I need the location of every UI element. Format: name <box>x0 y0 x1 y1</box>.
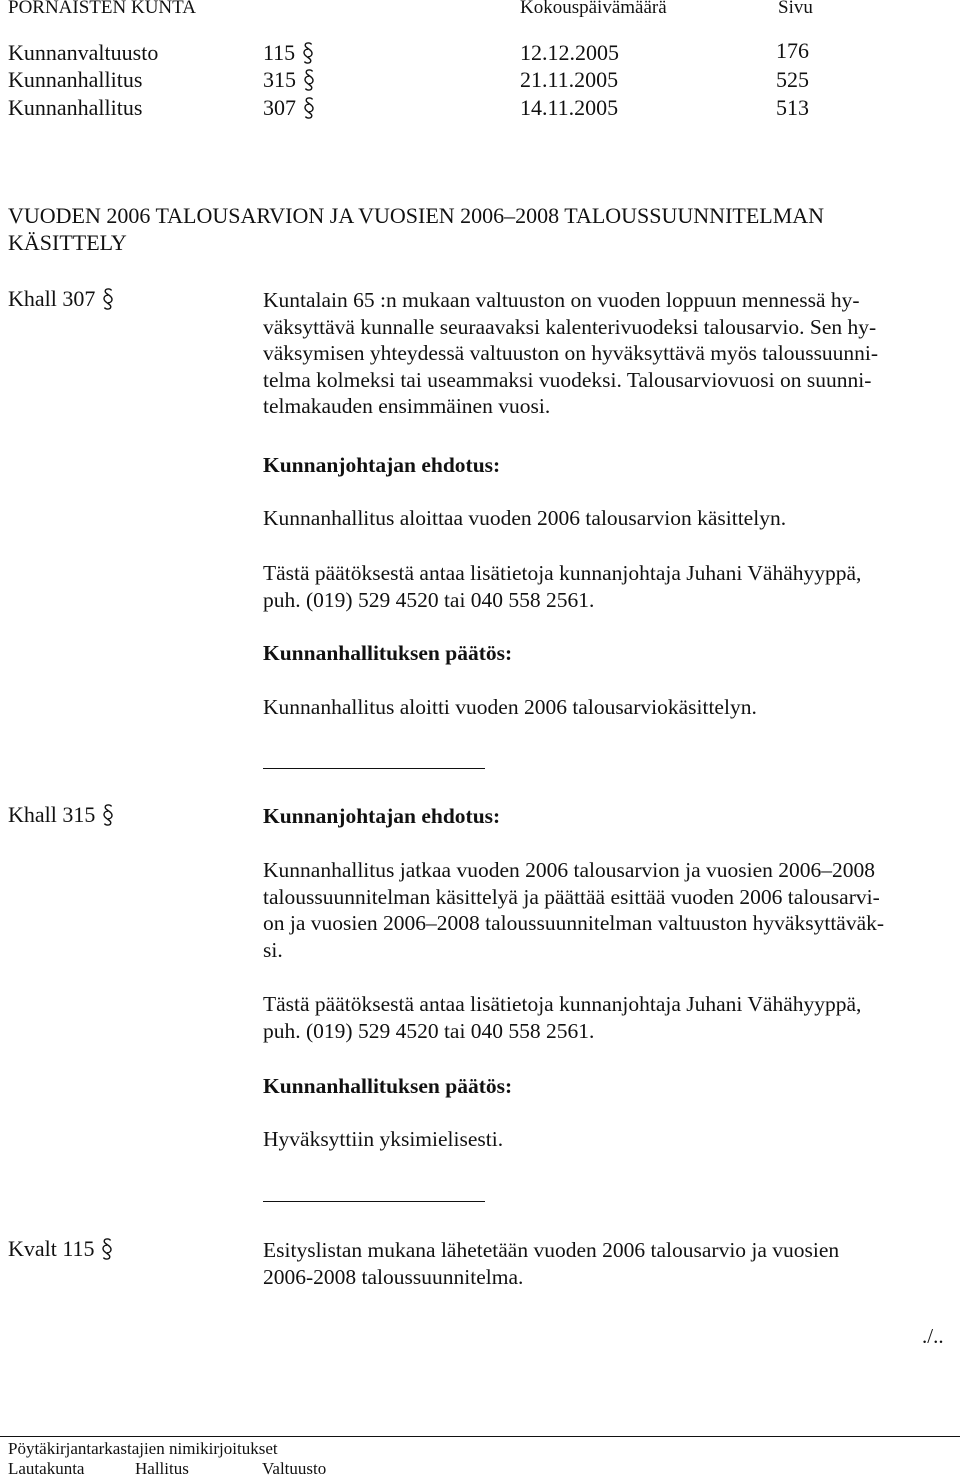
section-sign-icon <box>101 287 115 311</box>
section-divider <box>263 768 485 769</box>
paragraph-line: telmakauden ensimmäinen vuosi. <box>263 394 551 418</box>
paragraph-line: Kuntalain 65 :n mukaan valtuuston on vuoden loppuun mennessä hy- <box>263 288 860 312</box>
section-divider <box>263 1201 485 1202</box>
paragraph-line: si. <box>263 937 283 962</box>
paragraph-line: taloussuunnitelman käsittelyä ja päättää esittää vuoden 2006 talousarvi- <box>263 884 880 909</box>
document-title-line-1: VUODEN 2006 TALOUSARVION JA VUOSIEN 2006–2008 TALOUSSUUNNITELMAN <box>8 203 825 228</box>
footer-rule <box>0 1436 960 1437</box>
page-column-heading: Sivu <box>778 0 813 18</box>
meeting-body: Kunnanvaltuusto <box>8 40 159 65</box>
organization-name: PORNAISTEN KUNTA <box>8 0 196 18</box>
proposal-text: Kunnanhallitus aloittaa vuoden 2006 talousarvion käsittelyn. <box>263 506 787 530</box>
decision-heading: Kunnanhallituksen päätös: <box>263 1074 513 1098</box>
section-sign-icon <box>301 41 315 65</box>
footer-signature-hallitus: Hallitus <box>135 1459 189 1478</box>
paragraph-line: väksymisen yhteydessä valtuuston on hyväksyttävä myös taloussuunni- <box>263 341 879 365</box>
paragraph-line: telma kolmeksi tai useammaksi vuodeksi. Talousarviovuosi on suunni- <box>263 367 872 392</box>
paragraph-line: väksyttävä kunnalle seuraavaksi kalenterivuodeksi talousarvio. Sen hy- <box>263 314 877 339</box>
paragraph-line: on ja vuosien 2006–2008 taloussuunnitelman valtuuston hyväksyttäväk- <box>263 911 885 935</box>
paragraph-line: Tästä päätöksestä antaa lisätietoja kunnanjohtaja Juhani Vähähyyppä, <box>263 561 862 585</box>
section-label-khall-307: Khall 307 <box>8 286 115 312</box>
section-sign-icon <box>100 1237 114 1261</box>
section-115-text <box>263 1237 953 1290</box>
proposal-heading: Kunnanjohtajan ehdotus: <box>263 453 501 477</box>
paragraph-line: 2006-2008 taloussuunnitelma. <box>263 1264 524 1289</box>
meeting-number: 115 <box>263 40 315 66</box>
paragraph-line: Tästä päätöksestä antaa lisätietoja kunnanjohtaja Juhani Vähähyyppä, <box>263 992 862 1016</box>
decision-text: Hyväksyttiin yksimielisesti. <box>263 1127 504 1151</box>
section-sign-icon <box>302 68 316 92</box>
section-315-proposal <box>263 857 953 963</box>
decision-heading: Kunnanhallituksen päätös: <box>263 641 513 665</box>
paragraph-line: Kunnanhallitus jatkaa vuoden 2006 talousarvion ja vuosien 2006–2008 <box>263 858 876 882</box>
meeting-number: 307 <box>263 95 316 121</box>
section-label-khall-315: Khall 315 <box>8 802 115 828</box>
meeting-date: 14.11.2005 <box>520 95 619 120</box>
meeting-date: 12.12.2005 <box>520 40 619 65</box>
meeting-page: 525 <box>776 67 809 92</box>
contact-info <box>263 991 953 1044</box>
section-sign-icon <box>302 96 316 120</box>
meeting-body: Kunnanhallitus <box>8 67 143 92</box>
section-label-kvalt-115: Kvalt 115 <box>8 1236 114 1262</box>
meeting-body: Kunnanhallitus <box>8 95 143 120</box>
footer-title: Pöytäkirjantarkastajien nimikirjoitukset <box>8 1439 278 1458</box>
proposal-heading: Kunnanjohtajan ehdotus: <box>263 804 501 828</box>
meeting-page: 513 <box>776 95 809 120</box>
date-column-heading: Kokouspäivämäärä <box>520 0 667 18</box>
paragraph-line: puh. (019) 529 4520 tai 040 558 2561. <box>263 587 595 612</box>
paragraph-line: Esityslistan mukana lähetetään vuoden 2006 talousarvio ja vuosien <box>263 1238 840 1262</box>
section-sign-icon <box>101 803 115 827</box>
meeting-number: 315 <box>263 67 316 93</box>
footer-signature-valtuusto: Valtuusto <box>262 1459 327 1478</box>
paragraph-line: puh. (019) 529 4520 tai 040 558 2561. <box>263 1018 595 1043</box>
meeting-page: 176 <box>776 38 809 63</box>
section-307-intro <box>263 287 953 420</box>
meeting-date: 21.11.2005 <box>520 67 619 92</box>
contact-info <box>263 560 953 613</box>
document-title-line-2: KÄSITTELY <box>8 230 127 255</box>
footer-signature-lautakunta: Lautakunta <box>8 1459 85 1478</box>
continuation-mark: ./.. <box>922 1324 944 1348</box>
decision-text: Kunnanhallitus aloitti vuoden 2006 talousarviokäsittelyn. <box>263 695 757 719</box>
